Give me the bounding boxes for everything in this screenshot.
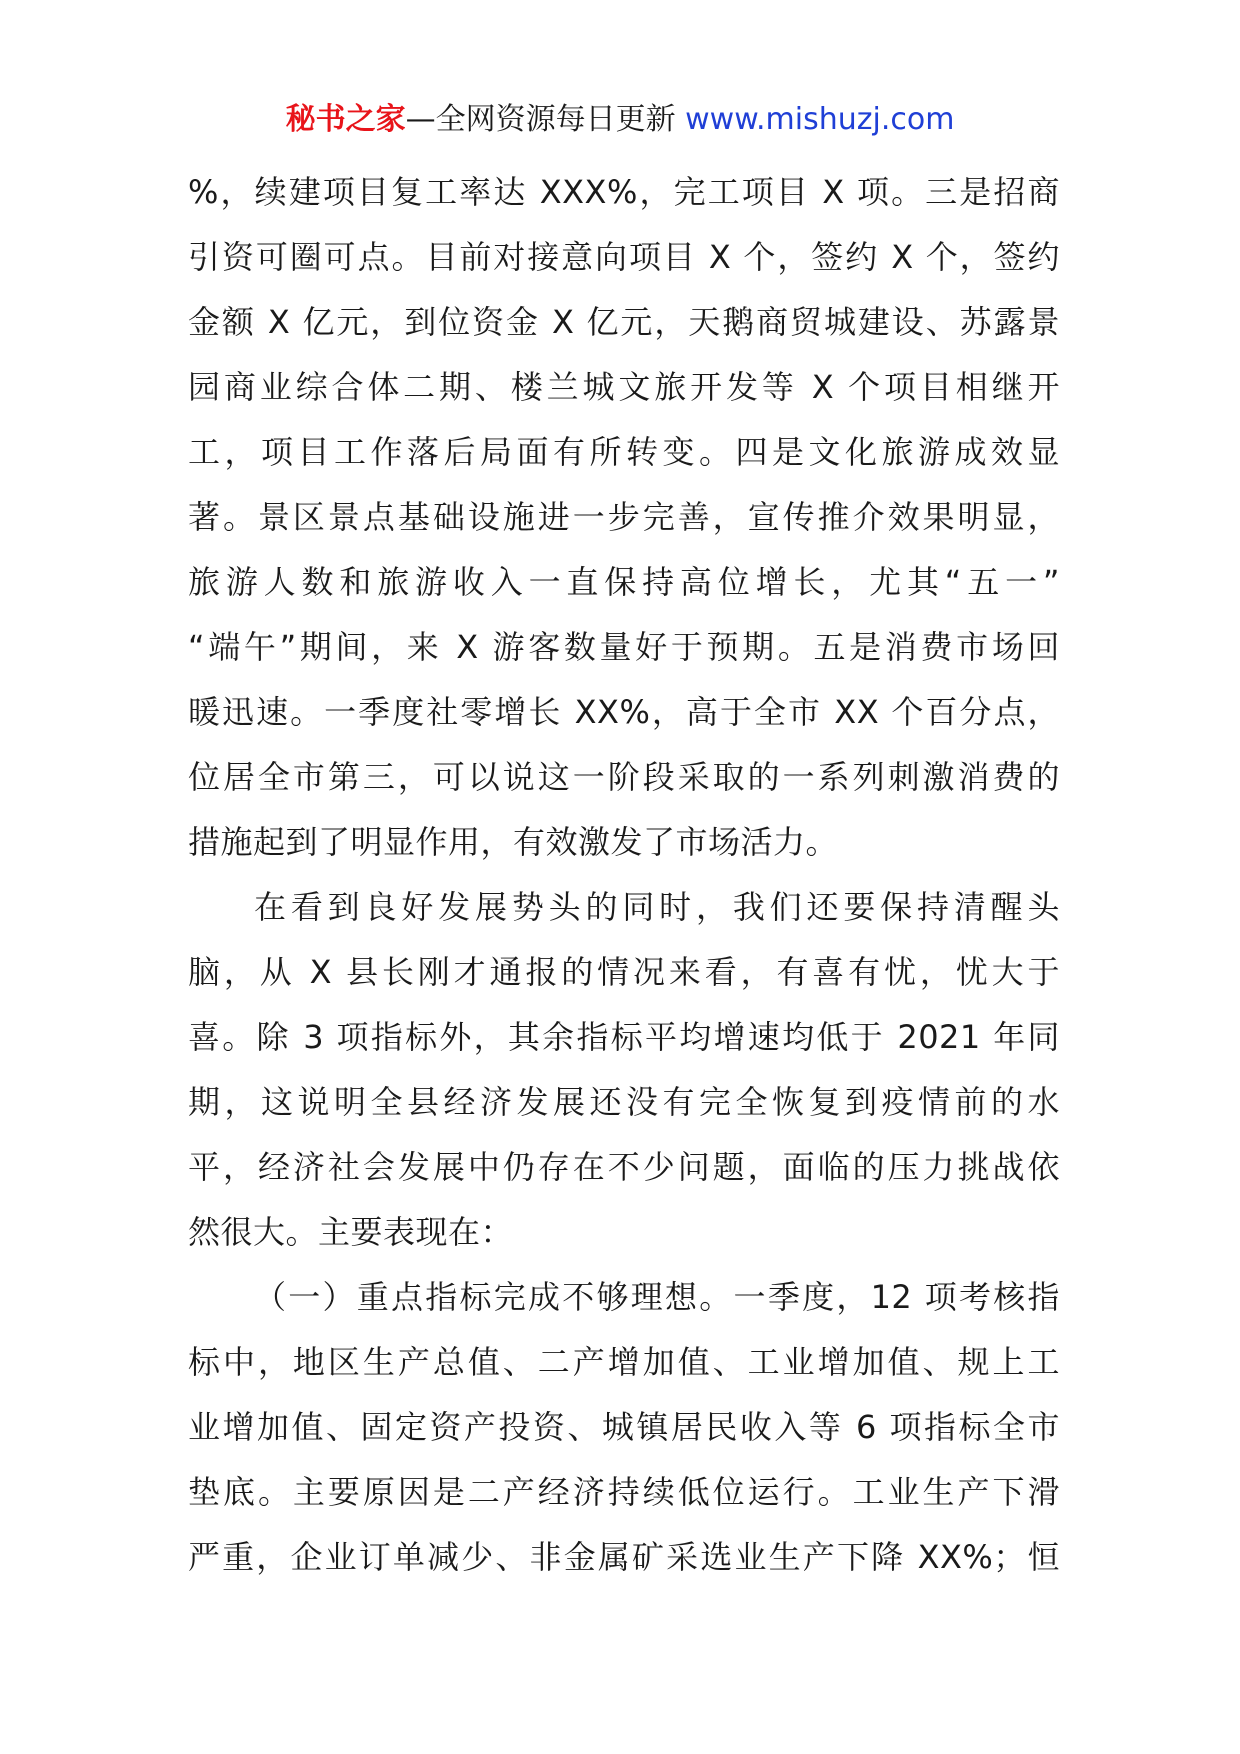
text-line: %，续建项目复工率达 XXX%，完工项目 X 项。三是招商 [188, 173, 1060, 211]
text-line: 脑，从 X 县长刚才通报的情况来看，有喜有忧，忧大于 [188, 953, 1060, 991]
text-line: 园商业综合体二期、楼兰城文旅开发等 X 个项目相继开 [188, 368, 1060, 406]
text-line: 严重，企业订单减少、非金属矿采选业生产下降 XX%；恒 [188, 1538, 1060, 1576]
site-tagline: —全网资源每日更新 [405, 102, 686, 137]
text-line: 喜。除 3 项指标外，其余指标平均增速均低于 2021 年同 [188, 1018, 1060, 1056]
text-line: 在看到良好发展势头的同时，我们还要保持清醒头 [254, 888, 1060, 926]
text-line: （一）重点指标完成不够理想。一季度，12 项考核指 [254, 1278, 1060, 1316]
text-line: 旅游人数和旅游收入一直保持高位增长，尤其“五一” [188, 563, 1060, 601]
site-header [0, 98, 1240, 142]
text-line: 引资可圈可点。目前对接意向项目 X 个，签约 X 个，签约 [188, 238, 1060, 276]
text-line: 业增加值、固定资产投资、城镇居民收入等 6 项指标全市 [188, 1408, 1060, 1446]
text-line: 平，经济社会发展中仍存在不少问题，面临的压力挑战依 [188, 1148, 1060, 1186]
text-line: “端午”期间，来 X 游客数量好于预期。五是消费市场回 [188, 628, 1060, 666]
document-body [188, 160, 1060, 1590]
text-line: 措施起到了明显作用，有效激发了市场活力。 [188, 823, 839, 861]
site-url-link[interactable]: www.mishuzj.com [685, 102, 955, 137]
text-line: 垫底。主要原因是二产经济持续低位运行。工业生产下滑 [188, 1473, 1060, 1511]
text-line: 位居全市第三，可以说这一阶段采取的一系列刺激消费的 [188, 758, 1060, 796]
site-brand: 秘书之家 [285, 102, 406, 137]
text-line: 金额 X 亿元，到位资金 X 亿元，天鹅商贸城建设、苏露景 [188, 303, 1060, 341]
text-line: 暖迅速。一季度社零增长 XX%，高于全市 XX 个百分点， [188, 693, 1060, 731]
text-line: 然很大。主要表现在： [188, 1213, 514, 1251]
text-line: 工，项目工作落后局面有所转变。四是文化旅游成效显 [188, 433, 1060, 471]
text-line: 著。景区景点基础设施进一步完善，宣传推介效果明显， [188, 498, 1060, 536]
text-line: 期，这说明全县经济发展还没有完全恢复到疫情前的水 [188, 1083, 1060, 1121]
text-line: 标中，地区生产总值、二产增加值、工业增加值、规上工 [188, 1343, 1060, 1381]
